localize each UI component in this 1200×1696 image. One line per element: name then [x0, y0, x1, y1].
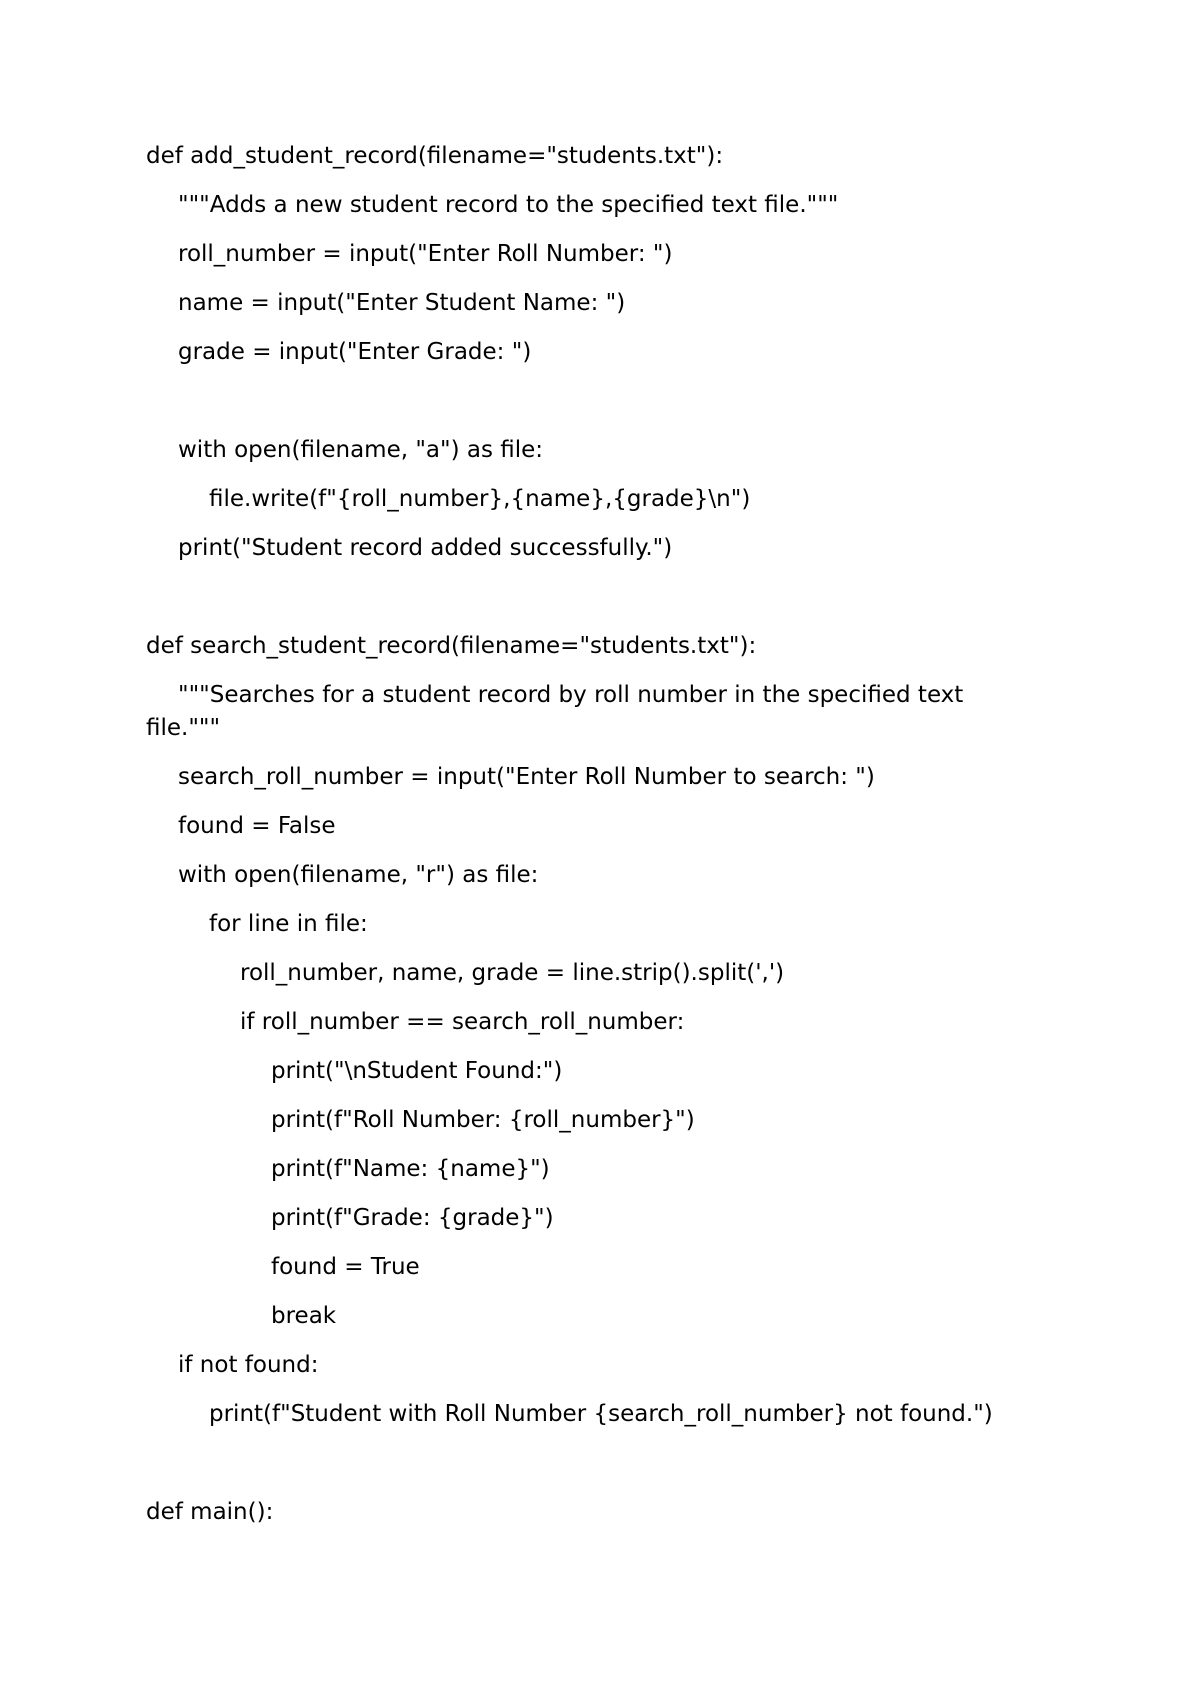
- code-line: name = input("Enter Student Name: "): [178, 290, 626, 316]
- code-line: file.write(f"{roll_number},{name},{grade}\n"): [209, 486, 751, 512]
- code-line: print(f"Name: {name}"): [271, 1156, 550, 1182]
- code-line: print(f"Student with Roll Number {search_roll_number} not found."): [209, 1401, 993, 1427]
- code-line: print(f"Grade: {grade}"): [271, 1205, 554, 1231]
- code-line: with open(filename, "r") as file:: [178, 862, 539, 888]
- code-line: with open(filename, "a") as file:: [178, 437, 544, 463]
- code-line: print("\nStudent Found:"): [271, 1058, 563, 1084]
- code-line: roll_number = input("Enter Roll Number: "): [178, 241, 673, 267]
- code-line: """Searches for a student record by roll number in the specified text: [178, 682, 964, 708]
- code-line: break: [271, 1303, 337, 1329]
- code-line: """Adds a new student record to the specified text file.""": [178, 192, 839, 218]
- code-line: for line in file:: [209, 911, 368, 937]
- code-line: def search_student_record(filename="students.txt"):: [146, 633, 757, 659]
- code-line: print(f"Roll Number: {roll_number}"): [271, 1107, 695, 1133]
- code-line: search_roll_number = input("Enter Roll Number to search: "): [178, 764, 875, 790]
- code-line: grade = input("Enter Grade: "): [178, 339, 532, 365]
- code-line: if not found:: [178, 1352, 319, 1378]
- code-line: file.""": [146, 715, 221, 741]
- code-line: found = True: [271, 1254, 420, 1280]
- code-line: roll_number, name, grade = line.strip().split(','): [240, 960, 785, 986]
- code-line: def add_student_record(filename="students.txt"):: [146, 143, 724, 169]
- code-line: def main():: [146, 1499, 274, 1525]
- code-line: if roll_number == search_roll_number:: [240, 1009, 685, 1035]
- code-line: found = False: [178, 813, 336, 839]
- code-line: print("Student record added successfully."): [178, 535, 673, 561]
